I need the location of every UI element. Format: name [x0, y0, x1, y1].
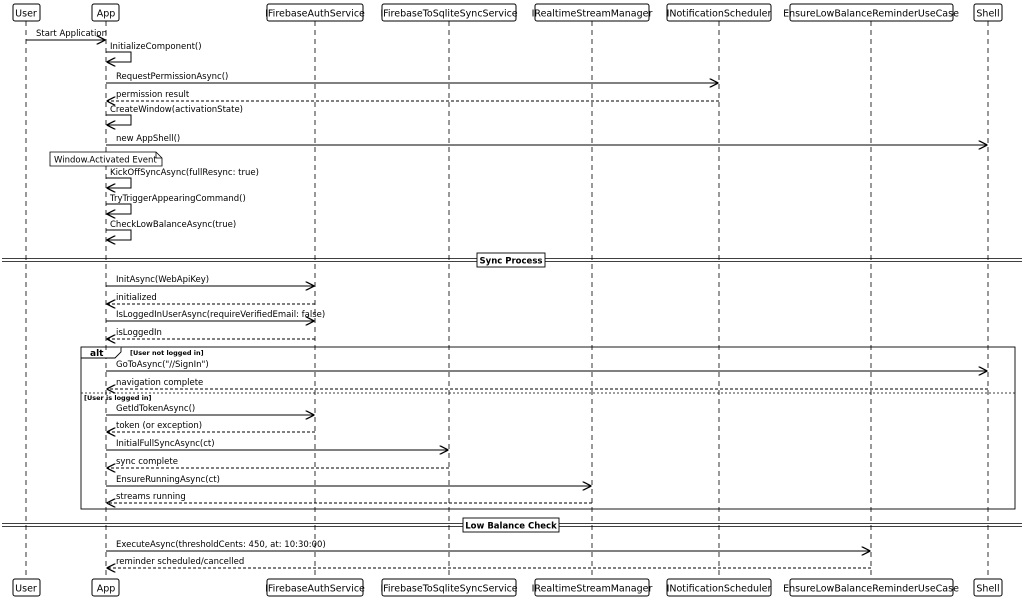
message-label-18: sync complete	[116, 457, 178, 467]
participant-label-notif-top: INotificationScheduler	[666, 8, 772, 20]
message-label-10: initialized	[116, 293, 157, 303]
participant-label-lowbal-bottom: EnsureLowBalanceReminderUseCase	[783, 583, 959, 595]
message-arrow-1	[106, 52, 131, 62]
note-label: Window.Activated Event	[54, 155, 157, 166]
message-label-21: ExecuteAsync(thresholdCents: 450, at: 10:30:00)	[116, 540, 326, 550]
participant-label-sync-top: IFirebaseToSqliteSyncService	[380, 8, 518, 20]
message-label-12: isLoggedIn	[116, 328, 162, 338]
participant-label-app-top: App	[96, 8, 116, 20]
message-label-22: reminder scheduled/cancelled	[116, 557, 245, 567]
alt-keyword: alt	[90, 349, 104, 359]
message-label-19: EnsureRunningAsync(ct)	[116, 475, 220, 485]
message-label-15: GetIdTokenAsync()	[116, 404, 196, 414]
message-arrow-4	[106, 115, 131, 125]
participant-label-app-bottom: App	[96, 583, 116, 595]
message-label-13: GoToAsync("//SignIn")	[116, 360, 209, 370]
message-label-3: permission result	[116, 90, 190, 100]
message-arrow-6	[106, 178, 131, 188]
message-label-6: KickOffSyncAsync(fullResync: true)	[110, 168, 259, 178]
message-label-9: InitAsync(WebApiKey)	[116, 275, 210, 285]
participant-label-notif-bottom: INotificationScheduler	[666, 583, 772, 595]
message-label-5: new AppShell()	[116, 134, 181, 144]
message-arrow-8	[106, 230, 131, 240]
alt-guard-logged-in: [User is logged in]	[84, 394, 152, 402]
message-label-14: navigation complete	[116, 378, 204, 388]
message-label-11: IsLoggedInUserAsync(requireVerifiedEmail: false)	[116, 310, 326, 320]
messages	[26, 29, 988, 568]
participant-label-auth-top: IFirebaseAuthService	[265, 8, 365, 20]
participant-label-shell-top: Shell	[976, 8, 1000, 20]
participant-label-stream-top: IRealtimeStreamManager	[531, 8, 653, 20]
message-label-17: InitialFullSyncAsync(ct)	[116, 439, 215, 449]
message-label-8: CheckLowBalanceAsync(true)	[110, 220, 237, 230]
message-label-1: InitializeComponent()	[110, 42, 202, 52]
participant-label-lowbal-top: EnsureLowBalanceReminderUseCase	[783, 8, 959, 20]
message-label-20: streams running	[116, 492, 186, 502]
message-label-0: Start Application	[36, 29, 107, 39]
message-label-4: CreateWindow(activationState)	[110, 105, 243, 115]
participant-label-auth-bottom: IFirebaseAuthService	[265, 583, 365, 595]
participant-label-stream-bottom: IRealtimeStreamManager	[531, 583, 653, 595]
message-label-7: TryTriggerAppearingCommand()	[110, 194, 246, 204]
participant-label-user-top: User	[15, 8, 37, 20]
divider-label-0: Sync Process	[479, 256, 543, 267]
participant-label-sync-bottom: IFirebaseToSqliteSyncService	[380, 583, 518, 595]
alt-guard-not-logged-in: [User not logged in]	[130, 349, 204, 357]
participant-label-shell-bottom: Shell	[976, 583, 1000, 595]
message-label-16: token (or exception)	[116, 421, 203, 431]
message-arrow-7	[106, 204, 131, 214]
message-label-2: RequestPermissionAsync()	[116, 72, 229, 82]
participant-label-user-bottom: User	[15, 583, 37, 595]
divider-label-1: Low Balance Check	[465, 521, 557, 532]
